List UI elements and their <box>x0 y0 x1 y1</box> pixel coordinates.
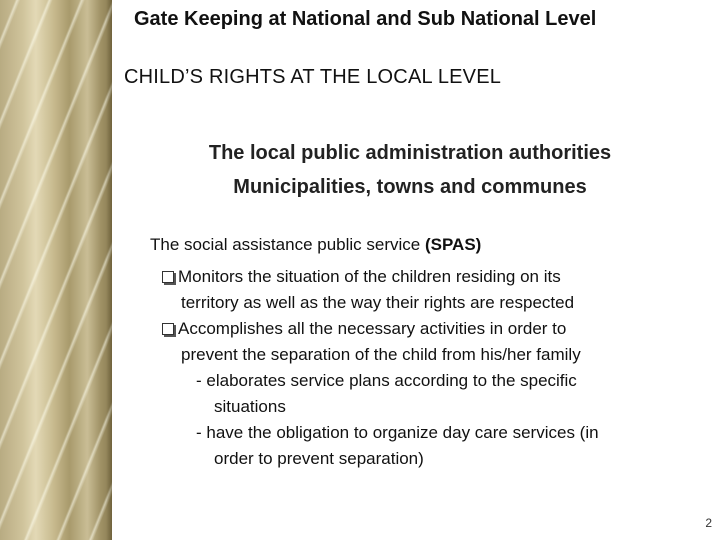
sub-item <box>196 368 577 420</box>
checkbox-bullet-icon <box>162 271 174 283</box>
bullet-line-2: prevent the separation of the child from his/her family <box>181 345 581 364</box>
bullet-item <box>162 316 581 368</box>
slide-subtitle: CHILD’S RIGHTS AT THE LOCAL LEVEL <box>124 66 502 88</box>
bullet-item <box>162 264 574 316</box>
bullet-line-1: Monitors the situation of the children residing on its <box>178 267 561 286</box>
spas-heading <box>150 235 481 255</box>
page-number: 2 <box>705 516 712 530</box>
sub-item-line-1: - have the obligation to organize day care services (in <box>196 423 599 442</box>
sub-item-line-1: - elaborates service plans according to the specific <box>196 371 577 390</box>
spas-prefix: The social assistance public service <box>150 235 425 254</box>
sub-item <box>196 420 599 472</box>
sub-item-line-2: order to prevent separation) <box>214 449 424 468</box>
bullet-line-1: Accomplishes all the necessary activities in order to <box>178 319 567 338</box>
sub-item-line-2: situations <box>214 397 286 416</box>
slide-title: Gate Keeping at National and Sub National Level <box>134 8 597 30</box>
authorities-line-1: The local public administration authorities <box>208 142 612 164</box>
spas-acronym: (SPAS) <box>424 235 482 254</box>
checkbox-bullet-icon <box>162 323 174 335</box>
authorities-block <box>150 136 670 204</box>
decorative-sidebar <box>0 0 112 540</box>
bullet-line-2: territory as well as the way their rights are respected <box>181 293 575 312</box>
authorities-line-2: Municipalities, towns and communes <box>233 176 587 198</box>
